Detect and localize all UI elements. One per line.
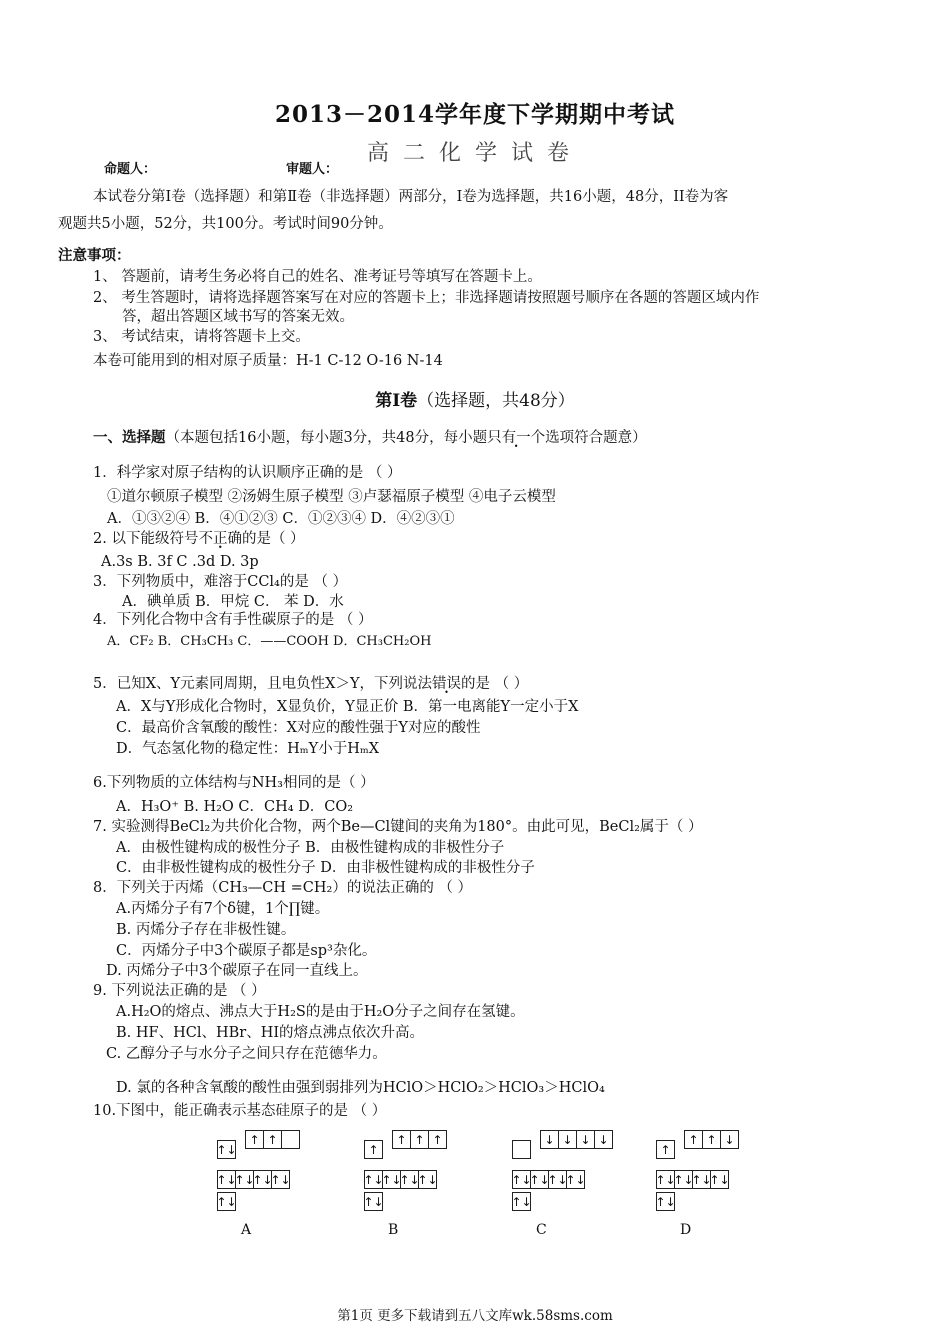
note-1: 1、 答题前，请考生务必将自己的姓名、准考证号等填写在答题卡上。 (93, 269, 542, 285)
section1-heading-note-b: 选项符合题意） (545, 430, 647, 446)
q5-option-c: C．最高价含氧酸的酸性：X对应的酸性强于Y对应的酸性 (116, 720, 481, 736)
orbital-box: ↑↓ (271, 1170, 290, 1189)
orbital-box: ↑↓ (674, 1170, 693, 1189)
section1-title-note: （选择题，共48分） (417, 391, 575, 411)
orbital-box: ↑↓ (710, 1170, 729, 1189)
atomic-mass: 本卷可能用到的相对原子质量：H-1 C-12 O-16 N-14 (93, 353, 443, 369)
orbital-box: ↑ (656, 1140, 675, 1159)
orbital-box: ↑↓ (548, 1170, 567, 1189)
q3: 3．下列物质中，难溶于CCl₄的是 （ ） (93, 574, 348, 590)
q1-options: A．①③②④ B．④①②③ C．①②③④ D．④②③① (107, 511, 455, 527)
q10: 10.下图中，能正确表示基态硅原子的是 （ ） (93, 1103, 387, 1119)
orbital-label-c: C (536, 1222, 547, 1238)
q4: 4．下列化合物中含有手性碳原子的是 （ ） (93, 612, 373, 628)
orbital-s1-c (512, 1192, 531, 1211)
orbital-s3-b (364, 1140, 383, 1159)
orbital-s2-d (656, 1170, 675, 1189)
q9-option-a: A.H₂O的熔点、沸点大于H₂S的是由于H₂O分子之间存在氢键。 (116, 1004, 525, 1020)
orbital-s1-d (656, 1192, 675, 1211)
q7-options-cd: C．由非极性键构成的极性分子 D．由非极性键构成的非极性分子 (116, 860, 535, 876)
orbital-box: ↑↓ (253, 1170, 272, 1189)
orbital-s3-c (512, 1140, 531, 1159)
q8-option-b: B. 丙烯分子存在非极性键。 (116, 922, 296, 938)
orbital-box: ↑↓ (364, 1170, 383, 1189)
orbital-box: ↑↓ (692, 1170, 711, 1189)
q5 (93, 674, 528, 694)
note-2a: 2、 考生答题时，请将选择题答案写在对应的答题卡上；非选择题请按照题号顺序在各题的答题区域内作 (93, 290, 760, 306)
note-2b: 答，超出答题区域书写的答案无效。 (122, 309, 354, 325)
orbital-box: ↓ (720, 1130, 739, 1149)
q2-options: A.3s B. 3f C .3d D. 3p (101, 554, 259, 570)
q2-text-b: 的是（ ） (241, 531, 305, 547)
q1-items: ①道尔顿原子模型 ②汤姆生原子模型 ③卢瑟福原子模型 ④电子云模型 (107, 489, 556, 505)
orbital-label-d: D (680, 1222, 692, 1238)
q9: 9. 下列说法正确的是 （ ） (93, 983, 266, 999)
q2 (93, 529, 305, 549)
orbital-box: ↑ (364, 1140, 383, 1159)
orbital-s2-a (217, 1170, 236, 1189)
intro-line-1: 本试卷分第Ⅰ卷（选择题）和第Ⅱ卷（非选择题）两部分，I卷为选择题，共16小题，48分，II卷为客 (93, 189, 729, 205)
orbital-box: ↑↓ (382, 1170, 401, 1189)
orbital-box (512, 1140, 531, 1159)
q8-option-d: D. 丙烯分子中3个碳原子在同一直线上。 (106, 963, 368, 979)
orbital-s2-c (512, 1170, 531, 1189)
q9-option-d: D. 氯的各种含氧酸的酸性由强到弱排列为HClO＞HClO₂＞HClO₃＞HClO₄ (116, 1080, 605, 1096)
exam-title: 2013－2014学年度下学期期中考试 (274, 101, 676, 128)
orbital-box: ↓ (576, 1130, 595, 1149)
orbital-p2-c (530, 1170, 585, 1189)
orbital-s1-b (364, 1192, 383, 1211)
orbital-box: ↑ (702, 1130, 721, 1149)
q6-options: A．H₃O⁺ B. H₂O C．CH₄ D．CO₂ (116, 799, 354, 815)
orbital-box: ↓ (594, 1130, 613, 1149)
orbital-box: ↑↓ (217, 1192, 236, 1211)
q6: 6.下列物质的立体结构与NH₃相同的是（ ） (93, 775, 375, 791)
q1: 1．科学家对原子结构的认识顺序正确的是 （ ） (93, 465, 402, 481)
section1-title (0, 386, 950, 411)
orbital-s3-d (656, 1140, 675, 1159)
section1-heading-note-a: （本题包括16小题，每小题3分，共48分，每小题 (165, 430, 488, 446)
orbital-s3-a (217, 1140, 236, 1159)
section1-heading-note-dots: 只有一个 (487, 430, 546, 446)
q4-options: A．CF₂ B．CH₃CH₃ C．——COOH D．CH₃CH₂OH (107, 634, 432, 649)
q7-options-ab: A．由极性键构成的极性分子 B．由极性键构成的非极性分子 (116, 840, 505, 856)
orbital-box: ↑↓ (400, 1170, 419, 1189)
page-footer: 第1页 更多下载请到五八文库wk.58sms.com (337, 1308, 613, 1324)
orbital-box: ↓ (540, 1130, 559, 1149)
orbital-box: ↑↓ (418, 1170, 437, 1189)
q9-option-c: C. 乙醇分子与水分子之间只存在范德华力。 (106, 1046, 387, 1062)
orbital-box: ↑↓ (217, 1140, 236, 1159)
setter-label: 命题人： (104, 162, 157, 177)
orbital-p2-b (382, 1170, 437, 1189)
orbital-box: ↑↓ (217, 1170, 236, 1189)
q3-options: A．碘单质 B．甲烷 C． 苯 D．水 (122, 594, 344, 610)
orbital-box: ↑↓ (512, 1192, 531, 1211)
orbital-p3-a (245, 1130, 300, 1149)
q7: 7. 实验测得BeCl₂为共价化合物，两个Be—Cl键间的夹角为180°。由此可见，BeCl₂属于（ ） (93, 819, 703, 835)
orbital-label-b: B (388, 1222, 399, 1238)
orbital-box: ↑↓ (530, 1170, 549, 1189)
q5-text-b: 的是 （ ） (461, 676, 529, 692)
q5-text-a: 5．已知X、Y元素同周期，且电负性X＞Y，下列说法 (93, 676, 433, 692)
orbital-box: ↑↓ (235, 1170, 254, 1189)
section1-heading (93, 428, 647, 448)
note-3: 3、 考试结束，请将答题卡上交。 (93, 329, 310, 345)
orbital-box: ↑ (684, 1130, 703, 1149)
orbital-p3-c (540, 1130, 613, 1149)
orbital-box: ↑↓ (512, 1170, 531, 1189)
q5-text-dots: 错误 (432, 676, 462, 692)
orbital-p2-d (674, 1170, 729, 1189)
orbital-box: ↑↓ (656, 1192, 675, 1211)
exam-subtitle: 高二化学试卷 (366, 141, 583, 166)
q9-option-b: B. HF、HCl、HBr、HI的熔点沸点依次升高。 (116, 1025, 425, 1041)
orbital-box: ↑ (428, 1130, 447, 1149)
orbital-box: ↑↓ (656, 1170, 675, 1189)
orbital-p2-a (235, 1170, 290, 1189)
section1-title-main: 第Ⅰ卷 (375, 391, 418, 411)
orbital-s2-b (364, 1170, 383, 1189)
orbital-box: ↑ (263, 1130, 282, 1149)
orbital-box: ↑ (392, 1130, 411, 1149)
q8: 8．下列关于丙烯（CH₃—CH =CH₂）的说法正确的 （ ） (93, 880, 473, 896)
orbital-p3-b (392, 1130, 447, 1149)
orbital-box: ↑ (245, 1130, 264, 1149)
q2-text-a: 2. 以下能级符号 (93, 531, 199, 547)
orbital-box (281, 1130, 300, 1149)
q2-text-dots: 不正确 (198, 531, 242, 547)
reviewer-label: 审题人： (286, 162, 339, 177)
intro-line-2: 观题共5小题，52分，共100分。考试时间90分钟。 (58, 216, 393, 232)
q5-option-ab: A．X与Y形成化合物时，X显负价，Y显正价 B．第一电离能Y一定小于X (116, 699, 579, 715)
orbital-box: ↑↓ (566, 1170, 585, 1189)
q5-option-d: D．气态氢化物的稳定性：HₘY小于HₘX (116, 741, 380, 757)
q8-option-c: C．丙烯分子中3个碳原子都是sp³杂化。 (116, 943, 377, 959)
orbital-box: ↑ (410, 1130, 429, 1149)
q8-option-a: A.丙烯分子有7个δ键，1个∏键。 (116, 901, 330, 917)
section1-heading-label: 一、选择题 (93, 429, 166, 446)
notes-heading: 注意事项： (58, 247, 131, 264)
orbital-label-a: A (241, 1222, 252, 1238)
orbital-p3-d (684, 1130, 739, 1149)
orbital-box: ↓ (558, 1130, 577, 1149)
orbital-box: ↑↓ (364, 1192, 383, 1211)
orbital-s1-a (217, 1192, 236, 1211)
